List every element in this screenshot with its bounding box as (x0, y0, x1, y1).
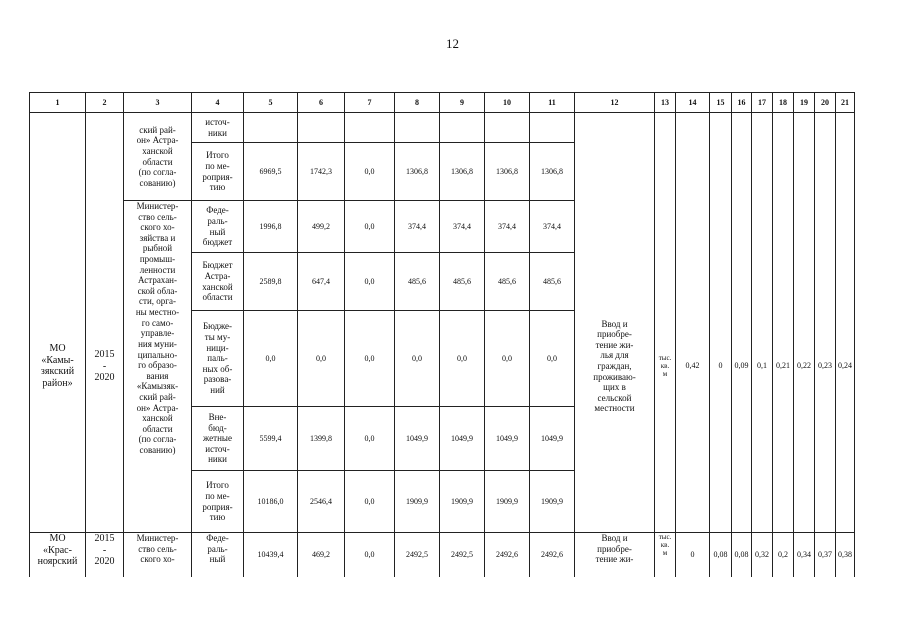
indicator-value-cell (710, 113, 732, 201)
value-cell: 1306,8 (485, 143, 530, 201)
value-cell: 374,4 (395, 201, 440, 253)
indicator-value-cell: 0,21 (773, 201, 794, 533)
value-cell: 0,0 (345, 253, 395, 311)
page-number: 12 (446, 36, 459, 51)
indicator-value-cell (676, 113, 710, 201)
indicator-value-cell: 0,42 (676, 201, 710, 533)
value-cell: 5599,4 (244, 407, 298, 471)
column-header: 1 (30, 93, 86, 113)
period-cell: 2015 - 2020 (86, 533, 124, 577)
executor-cell: Министер- ство сель- ского хо- зяйства и рыбной промыш- ленности Астрахан- ской обла- сти, орга- ны местно- го само- управле- ния муни- ципально- го образо- вания «Камызяк- ский рай- он» Астра- ханской области (по согла- сованию) (124, 201, 192, 533)
value-cell: 1399,8 (298, 407, 345, 471)
value-cell: 1909,9 (485, 471, 530, 533)
value-cell: 0,0 (345, 311, 395, 407)
table-row (30, 533, 855, 577)
header-row (30, 93, 855, 113)
value-cell: 1306,8 (440, 143, 485, 201)
indicator-value-cell: 0 (676, 533, 710, 577)
indicator-value-cell (655, 113, 676, 201)
value-cell: 485,6 (485, 253, 530, 311)
source-cell: Феде- раль- ный (192, 533, 244, 577)
indicator-name: Ввод и приобре- тение жи- лья для граждан, проживаю- щих в сельской местности (575, 201, 655, 533)
column-header: 5 (244, 93, 298, 113)
value-cell: 0,0 (345, 143, 395, 201)
value-cell: 1306,8 (395, 143, 440, 201)
value-cell: 1049,9 (440, 407, 485, 471)
value-cell: 0,0 (345, 407, 395, 471)
value-cell: 0,0 (298, 311, 345, 407)
unit-cell: тыс. кв. м (655, 533, 676, 577)
column-header: 2 (86, 93, 124, 113)
value-cell: 2492,6 (485, 533, 530, 577)
column-header: 3 (124, 93, 192, 113)
column-header: 18 (773, 93, 794, 113)
value-cell: 0,0 (244, 311, 298, 407)
value-cell (440, 113, 485, 143)
value-cell: 1996,8 (244, 201, 298, 253)
source-cell: Феде- раль- ный бюджет (192, 201, 244, 253)
value-cell: 1049,9 (485, 407, 530, 471)
indicator-value-cell (752, 113, 773, 201)
column-header: 14 (676, 93, 710, 113)
indicator-value-cell: 0,1 (752, 201, 773, 533)
indicator-cell (575, 113, 655, 201)
value-cell (244, 113, 298, 143)
value-cell: 374,4 (485, 201, 530, 253)
column-header: 4 (192, 93, 244, 113)
indicator-value-cell (773, 113, 794, 201)
value-cell: 0,0 (530, 311, 575, 407)
value-cell: 1909,9 (395, 471, 440, 533)
value-cell: 2492,6 (530, 533, 575, 577)
source-cell: Итого по ме- роприя- тию (192, 471, 244, 533)
column-header: 13 (655, 93, 676, 113)
mo-name: МО «Крас- ноярский (30, 533, 86, 577)
value-cell: 469,2 (298, 533, 345, 577)
value-cell: 10439,4 (244, 533, 298, 577)
value-cell: 1909,9 (530, 471, 575, 533)
indicator-value-cell: 0,34 (794, 533, 815, 577)
program-table (29, 92, 855, 577)
value-cell: 6969,5 (244, 143, 298, 201)
column-header: 20 (815, 93, 836, 113)
mo-name: МО «Камы- зякский район» (30, 201, 86, 533)
column-header: 17 (752, 93, 773, 113)
column-header: 10 (485, 93, 530, 113)
value-cell: 10186,0 (244, 471, 298, 533)
column-header: 6 (298, 93, 345, 113)
column-header: 16 (732, 93, 752, 113)
value-cell: 485,6 (530, 253, 575, 311)
value-cell: 1742,3 (298, 143, 345, 201)
source-cell: Бюдже- ты му- ници- паль- ных об- разова- ний (192, 311, 244, 407)
indicator-value-cell: 0,37 (815, 533, 836, 577)
unit-cell: тыс. кв. м (655, 201, 676, 533)
source-cell: Бюджет Астра- ханской области (192, 253, 244, 311)
value-cell: 1049,9 (530, 407, 575, 471)
value-cell (395, 113, 440, 143)
value-cell: 1049,9 (395, 407, 440, 471)
column-header: 11 (530, 93, 575, 113)
indicator-value-cell (732, 113, 752, 201)
indicator-value-cell: 0 (710, 201, 732, 533)
value-cell: 0,0 (345, 201, 395, 253)
indicator-value-cell: 0,23 (815, 201, 836, 533)
indicator-value-cell (794, 113, 815, 201)
source-cell: источ- ники (192, 113, 244, 143)
indicator-value-cell: 0,08 (710, 533, 732, 577)
table-row (30, 201, 855, 253)
indicator-value-cell (815, 113, 836, 201)
column-header: 21 (836, 93, 855, 113)
table-row (30, 113, 855, 143)
executor-cell: ский рай- он» Астра- ханской области (по согла- сованию) (124, 113, 192, 201)
value-cell: 2492,5 (395, 533, 440, 577)
column-header: 15 (710, 93, 732, 113)
value-cell: 485,6 (395, 253, 440, 311)
indicator-value-cell (836, 113, 855, 201)
value-cell: 485,6 (440, 253, 485, 311)
value-cell: 374,4 (530, 201, 575, 253)
source-cell: Вне- бюд- жетные источ- ники (192, 407, 244, 471)
value-cell: 647,4 (298, 253, 345, 311)
executor-cell: Министер- ство сель- ского хо- (124, 533, 192, 577)
value-cell: 0,0 (395, 311, 440, 407)
value-cell: 2589,8 (244, 253, 298, 311)
indicator-value-cell: 0,2 (773, 533, 794, 577)
indicator-value-cell: 0,38 (836, 533, 855, 577)
column-header: 7 (345, 93, 395, 113)
indicator-value-cell: 0,32 (752, 533, 773, 577)
indicator-value-cell: 0,09 (732, 201, 752, 533)
value-cell: 1909,9 (440, 471, 485, 533)
value-cell: 374,4 (440, 201, 485, 253)
indicator-name: Ввод и приобре- тение жи- (575, 533, 655, 577)
indicator-value-cell: 0,22 (794, 201, 815, 533)
column-header: 8 (395, 93, 440, 113)
source-cell: Итого по ме- роприя- тию (192, 143, 244, 201)
value-cell: 0,0 (345, 533, 395, 577)
value-cell: 1306,8 (530, 143, 575, 201)
value-cell: 2492,5 (440, 533, 485, 577)
value-cell: 2546,4 (298, 471, 345, 533)
period-cell (86, 113, 124, 201)
column-header: 12 (575, 93, 655, 113)
indicator-value-cell: 0,08 (732, 533, 752, 577)
value-cell (530, 113, 575, 143)
value-cell: 0,0 (485, 311, 530, 407)
value-cell: 0,0 (440, 311, 485, 407)
mo-cell (30, 113, 86, 201)
indicator-value-cell: 0,24 (836, 201, 855, 533)
column-header: 19 (794, 93, 815, 113)
value-cell: 499,2 (298, 201, 345, 253)
period-cell: 2015 - 2020 (86, 201, 124, 533)
value-cell (298, 113, 345, 143)
value-cell (345, 113, 395, 143)
column-header: 9 (440, 93, 485, 113)
value-cell (485, 113, 530, 143)
value-cell: 0,0 (345, 471, 395, 533)
